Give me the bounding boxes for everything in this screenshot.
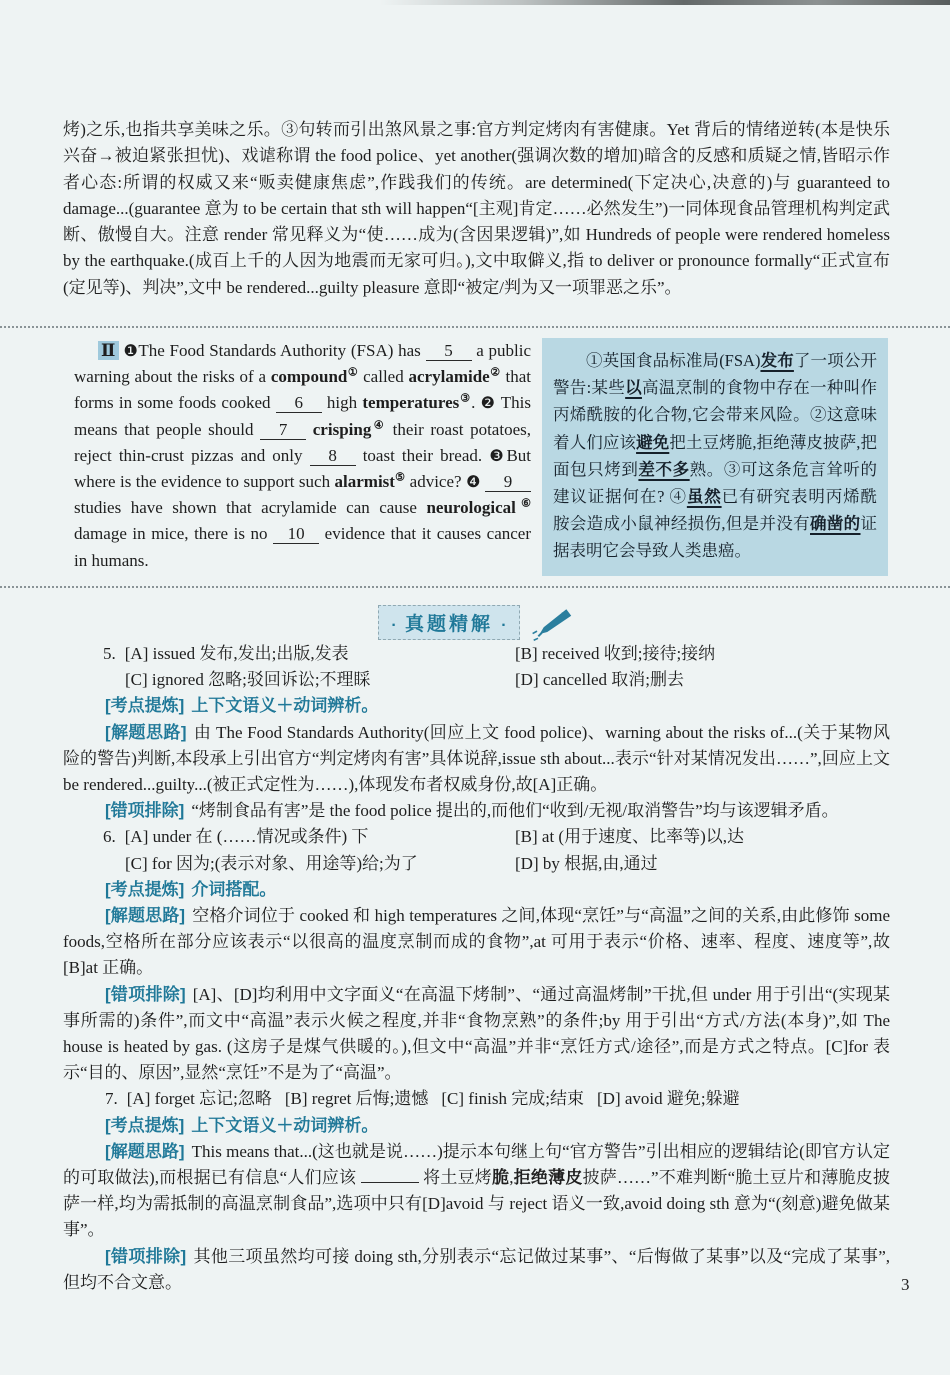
- solution-label: [解题思路]: [105, 1141, 185, 1161]
- wrong-option-line: [63, 798, 890, 824]
- section-header-row: [0, 599, 950, 645]
- option-a: [A] issued 发布,发出;出版,发表: [124, 644, 349, 663]
- wrong-option-label: [错项排除]: [105, 801, 185, 821]
- option-c: [C] for 因为;(表示对象、用途等)给;为了: [125, 853, 418, 873]
- solution-line: [63, 903, 890, 982]
- wrong-option-text: [A]、[D]均利用中文字面义“在高温下烤制”、“通过高温烤制”干扰,但 under 用于引出“(实现某事所需的)条件”,而文中“高温”表示火候之程度,并非“食物烹熟”的条件;by 用于引出“方式/方法(本身)”,如 The house is heated by gas. (这房子是煤气供暖的。),但文中“高温”并非“烹饪方式/途径”,而是方式之特点。[C]for 表示“目的、原因”,显然“烹饪”不是为了“高温”。: [63, 984, 890, 1083]
- question-7-options: [63, 1086, 890, 1112]
- question-5-block: [63, 641, 890, 824]
- option-d: [D] avoid 避免;躲避: [597, 1089, 740, 1109]
- page-number: 3: [901, 1275, 910, 1294]
- solution-line: [63, 720, 890, 799]
- dotted-divider-top: [0, 326, 950, 328]
- wrong-option-line: [63, 1244, 890, 1296]
- exam-point-label: [考点提炼]: [105, 1115, 185, 1135]
- solution-label: [解题思路]: [105, 906, 186, 926]
- bullet-decoration: ·: [391, 616, 397, 634]
- solution-text: 空格介词位于 cooked 和 high temperatures 之间,体现“烹饪”与“高温”之间的关系,由此修饰 some foods,空格所在部分应该表示“以很高的温度烹制而成的食物”,at 可用于表示“价格、速率、程度、速度等”,故[B]at 正确。: [63, 906, 890, 978]
- option-row: [63, 641, 515, 667]
- english-passage: Ⅱ ❶The Food Standards Authority (FSA) has 5 a public warning about the risks of a compound① called acrylamide② that forms in some foods cooked 6 high temperatures③. ❷ This means that people should 7 crisping④ their roast potatoes, reject thin-crust pizzas and only 8 toast their bread. ❸But where is the evidence to support such alarmist⑤ advice? ❹ 9 studies have shown that acrylamide can cause neurological⑥ damage in mice, there is no 10 evidence that it causes cancer in humans.: [74, 341, 532, 570]
- wrong-option-text: “烤制食品有害”是 the food police 提出的,而他们“收到/无视/取消警告”均与该逻辑矛盾。: [191, 801, 839, 821]
- option-b: [B] received 收到;接待;接纳: [515, 644, 716, 663]
- question-analysis-area: [63, 641, 890, 1296]
- option-d: [D] by 根据,由,通过: [515, 853, 658, 873]
- option-c: [C] finish 完成;结束: [441, 1089, 584, 1109]
- option-a: [A] under 在 (……情况或条件) 下: [124, 827, 369, 847]
- dotted-divider-bottom: [0, 586, 950, 588]
- wrong-option-text: 其他三项虽然均可接 doing sth,分别表示“忘记做过某事”、“后悔做了某事”以及“完成了某事”,但均不合文意。: [63, 1246, 890, 1292]
- solution-text: 由 The Food Standards Authority(回应上文 food police)、warning about the risks of...(关于某物风险的警告)判断,本段承上引出官方“判定烤肉有害”具体说辞,issue sth about...表示“针对某情况发出……”,回应上文 be rendered...guilty...(被正式定性为……),体现发布者权威身份,故[A]正确。: [63, 722, 890, 795]
- wrong-option-line: [63, 982, 890, 1087]
- chinese-translation-box: ①英国食品标准局(FSA)发布了一项公开警告:某些以高温烹制的食物中存在一种叫作丙烯酰胺的化合物,它会带来风险。②这意味着人们应该避免把土豆烤脆,拒绝薄皮披萨,把面包只烤到差不多熟。③可这条危言耸听的建议证据何在? ④虽然已有研究表明丙烯酰胺会造成小鼠神经损伤,但是并没有确凿的证据表明它会导致人类患癌。: [542, 338, 888, 576]
- exam-point-line: [63, 1113, 890, 1139]
- wrong-option-label: [错项排除]: [105, 1246, 187, 1266]
- solution-text: This means that...(这也就是说……)提示本句继上句“官方警告”引出相应的逻辑结论(即官方认定的可取做法),而根据已有信息“人们应该 将土豆烤脆,拒绝薄皮披萨……”不难判断“脆土豆片和薄脆皮披萨一样,均为需抵制的高温烹制食品”,选项中只有[D]avoid 与 reject 语义一致,avoid doing sth 意为“(刻意)避免做某事”。: [63, 1141, 891, 1240]
- question-5-options: [63, 641, 890, 693]
- solution-label: [解题思路]: [105, 722, 187, 742]
- exam-point-text: 介词搭配。: [191, 879, 277, 899]
- question-number: 6.: [103, 827, 116, 847]
- cloze-passage-section: [74, 338, 888, 576]
- option-a: [A] forget 忘记;忽略: [126, 1089, 272, 1109]
- exam-point-label: [考点提炼]: [105, 696, 185, 716]
- commentary-paragraph: 烤)之乐,也指共享美味之乐。③句转而引出煞风景之事:官方判定烤肉有害健康。Yet 背后的情绪逆转(本是快乐兴奋→被迫紧张担忧)、戏谑称谓 the food police、yet another(强调次数的增加)暗含的反感和质疑之情,皆昭示作者心态:所谓的权威又来“贩卖健康焦虑”,作践我们的传统。are determined(下定决心,决意的)与 guaranteed to damage...(guarantee 意为 to be certain that sth will happen“[主观]肯定……必然发生”)一同体现食品管理机构判定武断、傲慢自大。注意 render 常见释义为“使……成为(含因果逻辑)”,如 Hundreds of people were rendered homeless by the earthquake.(成百上千的人因为地震而无家可归。),文中取僻义,指 to deliver or pronounce formally“正式宣布(定见等)、判决”,文中 be rendered...guilty pleasure 意即“被定/判为又一项罪恶之乐”。: [63, 120, 890, 297]
- bullet-decoration: ·: [501, 616, 507, 634]
- question-7-block: [63, 1086, 890, 1296]
- option-d: [D] cancelled 取消;删去: [515, 670, 684, 690]
- option-c: [C] ignored 忽略;驳回诉讼;不理睬: [125, 670, 371, 690]
- exam-point-line: [63, 693, 890, 719]
- option-row: [63, 824, 515, 850]
- scan-edge-artifact: [0, 0, 950, 5]
- exam-point-text: 上下文语义＋动词辨析。: [191, 1115, 379, 1135]
- question-6-block: [63, 824, 890, 1086]
- exam-point-text: 上下文语义＋动词辨析。: [191, 696, 379, 716]
- option-b: [B] at (用于速度、比率等)以,达: [515, 827, 745, 847]
- wrong-option-label: [错项排除]: [105, 984, 186, 1004]
- question-6-options: [63, 824, 890, 876]
- option-b: [B] regret 后悔;遗憾: [284, 1089, 429, 1109]
- question-number: 7.: [105, 1089, 118, 1109]
- section-header-title: 真题精解: [404, 613, 493, 635]
- exam-point-line: [63, 877, 890, 903]
- section-header: [378, 605, 519, 640]
- exam-point-label: [考点提炼]: [105, 879, 185, 899]
- question-number: 5.: [103, 644, 116, 663]
- solution-line: [63, 1139, 890, 1244]
